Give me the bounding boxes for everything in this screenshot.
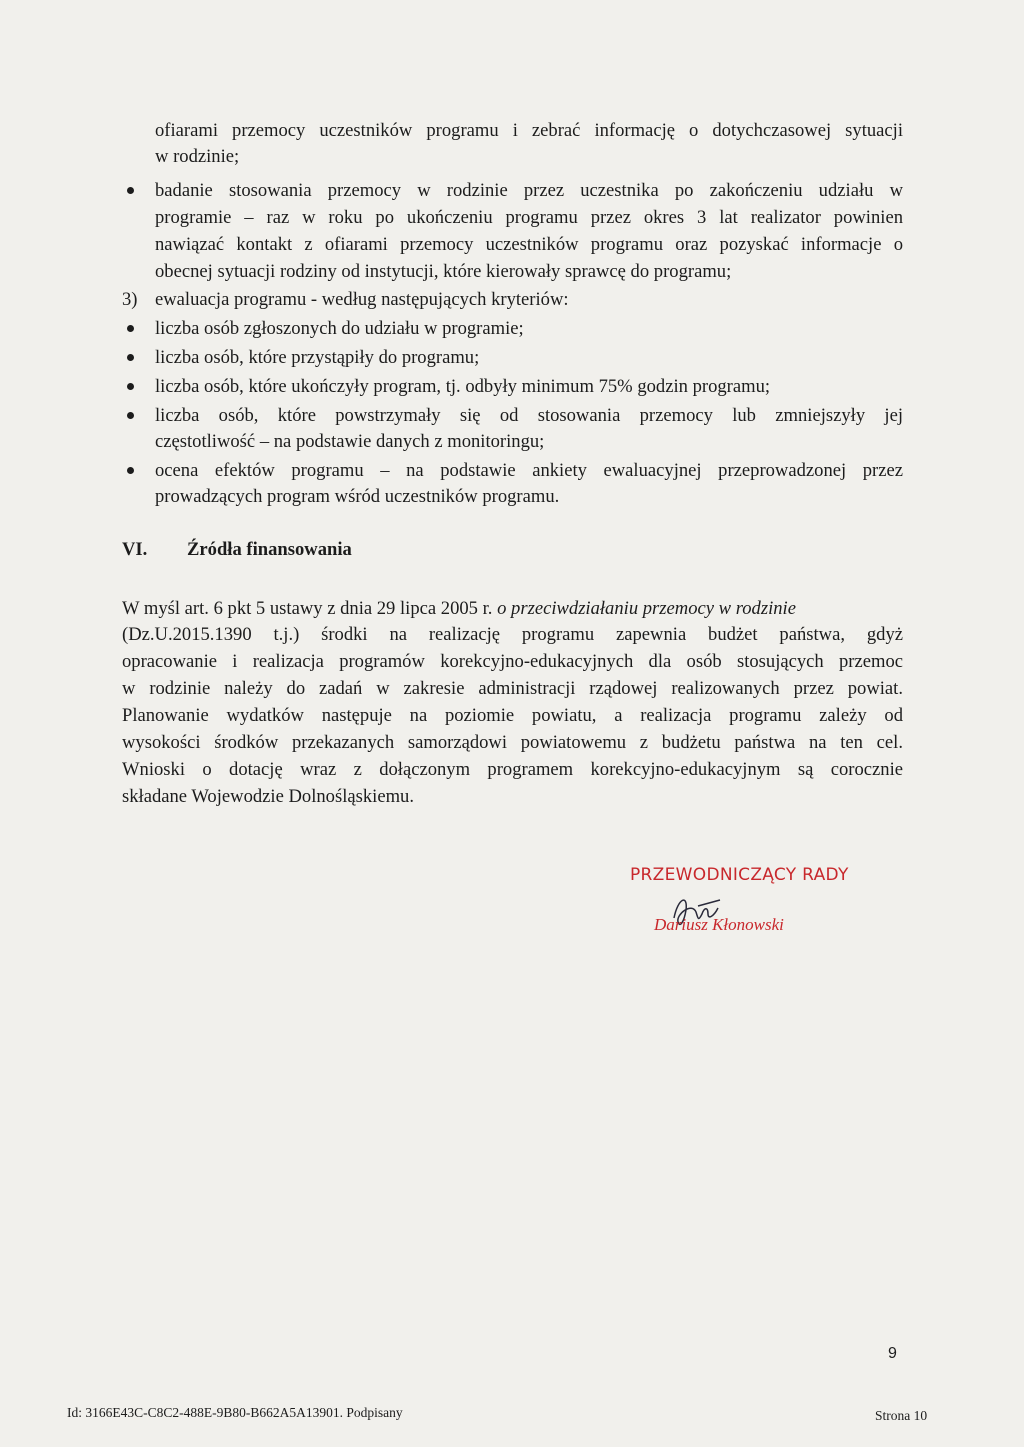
continuation-line-2: w rodzinie; (155, 146, 240, 167)
chairman-stamp: PRZEWODNICZĄCY RADY (630, 865, 849, 885)
paragraph-line-3: opracowanie i realizacja programów korekcyjno-edukacyjnych dla osób stosujących przemoc (122, 651, 903, 672)
paragraph-line-8: składane Wojewodzie Dolnośląskiemu. (122, 786, 414, 807)
paragraph-line-1 (122, 596, 796, 622)
criterion-3: liczba osób, które ukończyły program, tj. odbyły minimum 75% godzin programu; (155, 376, 771, 397)
bullet-dot (127, 354, 134, 361)
page-label-footer: Strona 10 (875, 1408, 928, 1423)
paragraph-line-6: wysokości środków przekazanych samorządowi powiatowemu z budżetu państwa na ten cel. (122, 732, 903, 753)
criterion-1: liczba osób zgłoszonych do udziału w programie; (155, 318, 524, 339)
section-number: VI. (122, 539, 148, 560)
paragraph-line-1-text: W myśl art. 6 pkt 5 ustawy z dnia 29 lipca 2005 r. (122, 598, 493, 619)
bullet-dot (127, 412, 134, 419)
criterion-5-line-1: ocena efektów programu – na podstawie ankiety ewaluacyjnej przeprowadzonej przez (155, 460, 903, 481)
item-3-number: 3) (122, 289, 138, 310)
paragraph-line-2: (Dz.U.2015.1390 t.j.) środki na realizację programu zapewnia budżet państwa, gdyż (122, 624, 903, 645)
bullet-badanie-line-4: obecnej sytuacji rodziny od instytucji, które kierowały sprawcę do programu; (155, 261, 732, 282)
item-3-text: ewaluacja programu - według następujących kryteriów: (155, 289, 569, 310)
paragraph-line-7: Wnioski o dotację wraz z dołączonym programem korekcyjno-edukacyjnym są corocznie (122, 759, 903, 780)
section-title: Źródła finansowania (187, 539, 352, 560)
bullet-badanie-line-2: programie – raz w roku po ukończeniu programu przez okres 3 lat realizator powinien (155, 207, 903, 228)
bullet-badanie-line-1: badanie stosowania przemocy w rodzinie przez uczestnika po zakończeniu udziału w (155, 180, 903, 201)
page-number: 9 (888, 1345, 897, 1362)
criterion-4-line-1: liczba osób, które powstrzymały się od stosowania przemocy lub zmniejszyły jej (155, 405, 903, 426)
act-title: o przeciwdziałaniu przemocy w rodzinie (497, 598, 796, 619)
bullet-dot (127, 383, 134, 390)
paragraph-line-5: Planowanie wydatków następuje na poziomie powiatu, a realizacja programu zależy od (122, 705, 903, 726)
criterion-5-line-2: prowadzących program wśród uczestników programu. (155, 486, 560, 507)
criterion-2: liczba osób, które przystąpiły do programu; (155, 347, 480, 368)
document-id-footer: Id: 3166E43C-C8C2-488E-9B80-B662A5A13901. Podpisany (67, 1405, 403, 1420)
criterion-4-line-2: częstotliwość – na podstawie danych z monitoringu; (155, 431, 545, 452)
bullet-dot (127, 325, 134, 332)
signatory-name: Dariusz Kłonowski (654, 915, 784, 934)
bullet-badanie-line-3: nawiązać kontakt z ofiarami przemocy uczestników programu oraz pozyskać informacje o (155, 234, 903, 255)
bullet-dot (127, 187, 134, 194)
bullet-dot (127, 467, 134, 474)
paragraph-line-4: w rodzinie należy do zadań w zakresie administracji rządowej realizowanych przez powiat. (122, 678, 903, 699)
continuation-line-1: ofiarami przemocy uczestników programu i zebrać informację o dotychczasowej sytuacji (155, 120, 903, 141)
